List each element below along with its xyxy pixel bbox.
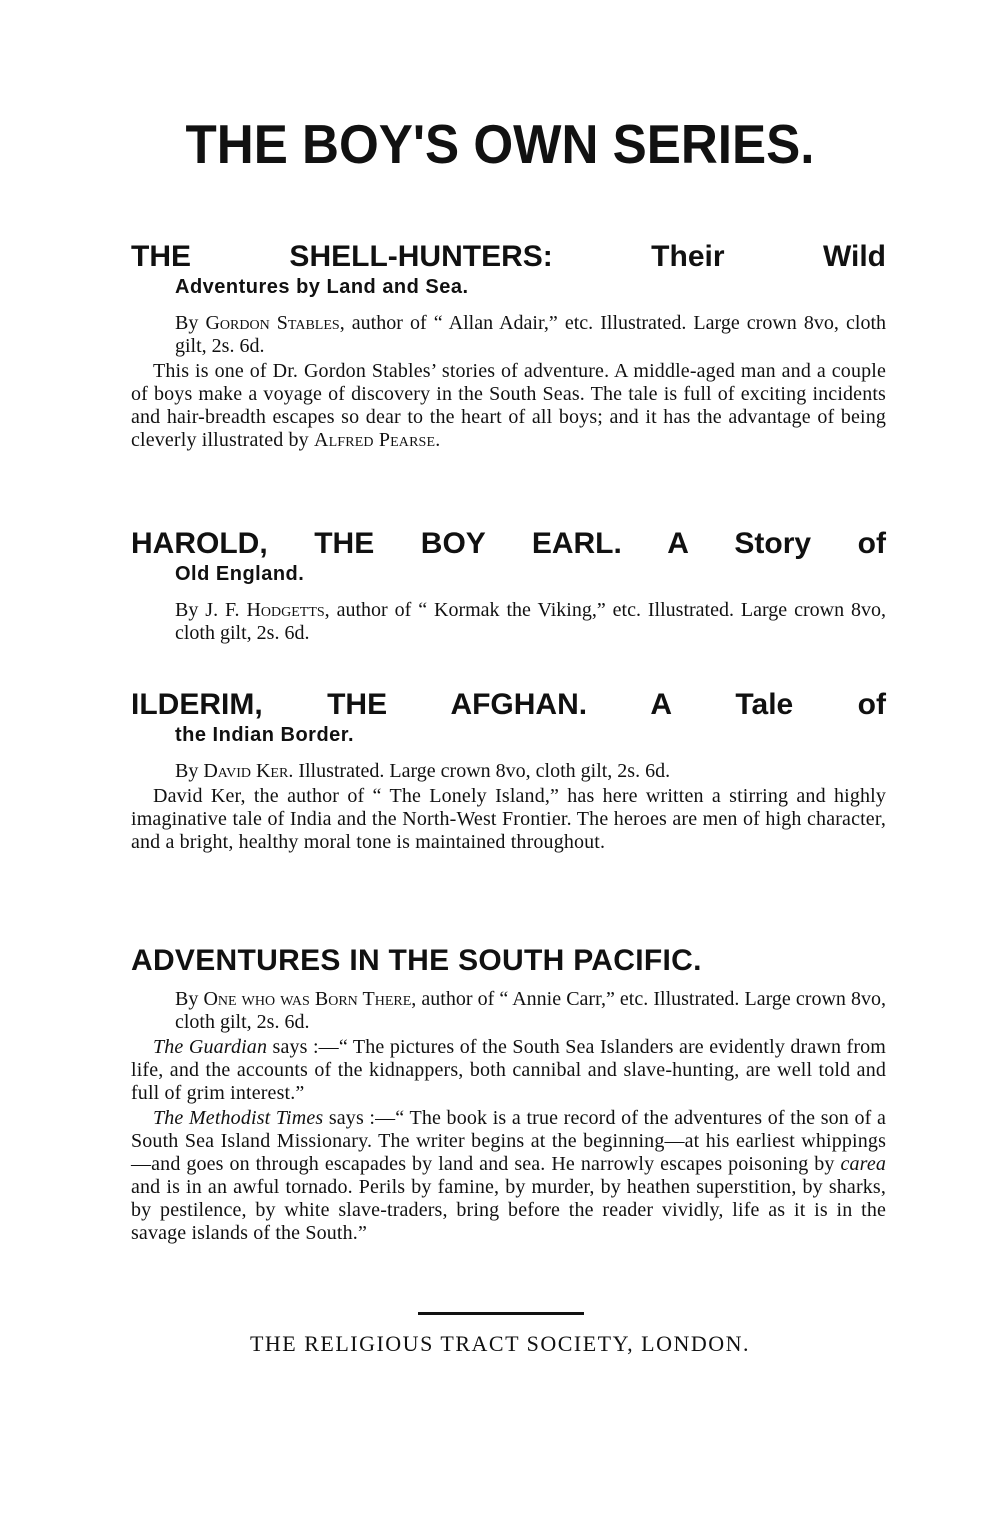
- byline-details: . Illustrated. Large crown 8vo, cloth gilt, 2s. 6d.: [288, 760, 671, 782]
- review-methodist-times: [131, 1107, 886, 1245]
- book-title: THE SHELL-HUNTERS: Their Wild: [131, 240, 886, 273]
- review-source: The Methodist Times: [153, 1107, 324, 1129]
- byline-prefix: By: [175, 599, 206, 621]
- book-title: ADVENTURES IN THE SOUTH PACIFIC.: [131, 944, 702, 977]
- book-description: [131, 360, 886, 452]
- author-name: Gordon Stables: [205, 312, 340, 334]
- page-title: THE BOY'S OWN SERIES.: [185, 113, 815, 175]
- review-text: says :—“ The pictures of the South Sea Islanders are evidently drawn from life, and the accounts of the kidnappers, both cannibal and slave-hunting, are well told and full of grim interest.”: [131, 1036, 887, 1104]
- byline-details: , author of “ Allan Adair,” etc. Illustrated. Large crown 8vo, cloth gilt, 2s. 6d.: [175, 312, 886, 357]
- illustrator-name: Alfred Pearse: [314, 429, 436, 451]
- book-byline: [131, 599, 886, 645]
- review-text: says :—“ The book is a true record of the adventures of the son of a South Sea Island Missionary. The writer begins at the beginning—at his earliest whippings—and goes on through escapades by land and sea. He narrowly escapes poisoning by: [131, 1107, 886, 1175]
- book-byline: [131, 760, 886, 783]
- book-subtitle: Old England.: [175, 563, 305, 585]
- book-title: HAROLD, THE BOY EARL. A Story of: [131, 527, 886, 560]
- byline-prefix: By: [175, 760, 204, 782]
- author-name: One who was Born There: [203, 988, 412, 1010]
- byline-details: , author of “ Annie Carr,” etc. Illustrated. Large crown 8vo, cloth gilt, 2s. 6d.: [175, 988, 886, 1033]
- byline-prefix: By: [175, 988, 204, 1010]
- description-text: This is one of Dr. Gordon Stables’ stories of adventure. A middle-aged man and a couple of boys make a voyage of discovery in the South Seas. The tale is full of exciting incidents and hair-breadth escapes so dear to the heart of all boys; and it has the advantage of being cleverly illustrated by: [131, 360, 886, 451]
- review-source: The Guardian: [153, 1036, 268, 1058]
- description-end: .: [435, 429, 441, 451]
- book-title: ILDERIM, THE AFGHAN. A Tale of: [131, 688, 886, 721]
- author-name: J. F. Hodgetts: [205, 599, 325, 621]
- book-description: David Ker, the author of “ The Lonely Island,” has here written a stirring and highly imaginative tale of India and the North-West Frontier. The heroes are men of high character, and a bright, healthy moral tone is maintained throughout.: [131, 785, 886, 853]
- divider-rule: [418, 1312, 584, 1315]
- review-italic-word: carea: [840, 1153, 886, 1175]
- publisher-footer: THE RELIGIOUS TRACT SOCIETY, LONDON.: [249, 1331, 751, 1356]
- book-subtitle: Adventures by Land and Sea.: [175, 276, 469, 298]
- book-entry-south-pacific: [131, 944, 886, 1245]
- book-entry-ilderim: [131, 688, 886, 854]
- book-entry-harold: [131, 527, 886, 645]
- byline-details: , author of “ Kormak the Viking,” etc. Illustrated. Large crown 8vo, cloth gilt, 2s. 6d.: [175, 599, 887, 644]
- author-name: David Ker: [203, 760, 289, 782]
- book-byline: [131, 988, 886, 1034]
- book-subtitle: the Indian Border.: [175, 724, 355, 746]
- byline-prefix: By: [175, 312, 206, 334]
- review-text-end: and is in an awful tornado. Perils by famine, by murder, by heathen superstition, by sharks, by pestilence, by white slave-traders, bring before the reader vividly, life as it is in the savage islands of the South.”: [131, 1176, 886, 1244]
- book-byline: [131, 312, 886, 358]
- review-guardian: [131, 1036, 886, 1105]
- book-entry-shell-hunters: [131, 240, 886, 452]
